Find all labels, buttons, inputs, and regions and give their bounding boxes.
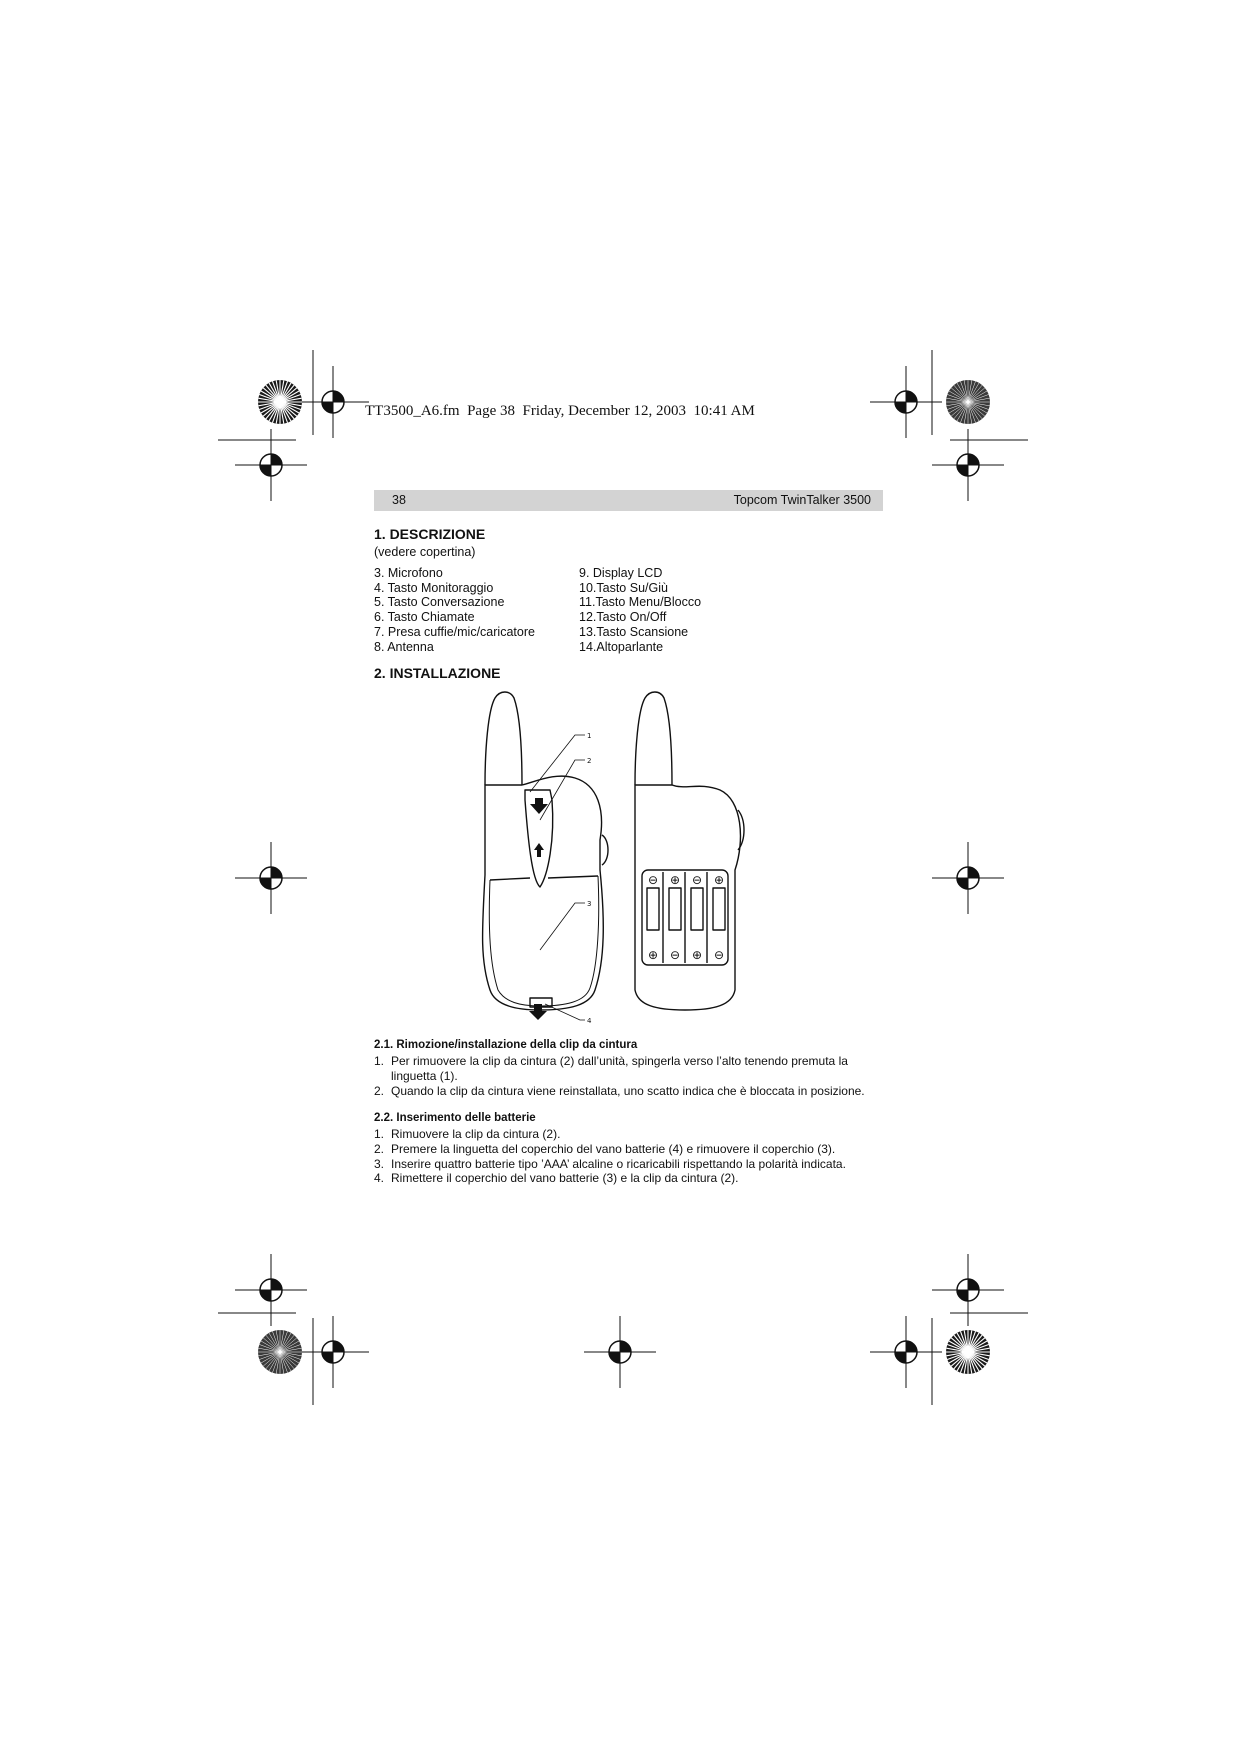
- density-target-icon: [258, 1330, 302, 1374]
- density-target-icon: [946, 1330, 990, 1374]
- battery-plus-icon: ⊕: [669, 873, 681, 887]
- list-item: 12.Tasto On/Off: [579, 610, 667, 625]
- list-item: 3. Inserire quattro batterie tipo ’AAA’ alcaline o ricaricabili rispettando la polarità indicata.: [374, 1156, 846, 1171]
- antenna-right: [635, 692, 672, 785]
- list-item: 8. Antenna: [374, 639, 434, 654]
- registration-mark-icon: [932, 842, 1004, 914]
- list-item: 13.Tasto Scansione: [579, 624, 689, 639]
- registration-mark-icon: [870, 1316, 942, 1388]
- list-item: 10.Tasto Su/Giù: [579, 580, 668, 595]
- list-item: 9. Display LCD: [579, 566, 663, 580]
- page-number: 38: [392, 493, 406, 507]
- list-item: 7. Presa cuffie/mic/caricatore: [374, 624, 535, 639]
- density-target-icon: [258, 380, 302, 424]
- registration-mark-icon: [297, 1316, 369, 1388]
- clip-steps: [374, 1054, 884, 1098]
- arrow-up-icon: [534, 843, 544, 857]
- section-title-installazione: 2. INSTALLAZIONE: [374, 665, 501, 681]
- battery-minus-icon: ⊖: [669, 948, 681, 962]
- density-target-icon: [946, 380, 990, 424]
- antenna-left: [485, 692, 522, 785]
- figure-label-1: 1: [587, 732, 592, 740]
- section-subtitle: (vedere copertina): [374, 545, 476, 559]
- list-item: 4. Rimettere il coperchio del vano batterie (3) e la clip da cintura (2).: [374, 1171, 739, 1186]
- list-item: 2. Quando la clip da cintura viene reinstallata, uno scatto indica che è bloccata in posizione.: [374, 1083, 865, 1098]
- page-header-bar: [374, 490, 883, 511]
- list-item: 1. Per rimuovere la clip da cintura (2) dall’unità, spingerla verso l’alto tenendo premuta la linguetta (1).: [374, 1054, 848, 1083]
- figure-label-3: 3: [587, 900, 592, 908]
- list-item: 5. Tasto Conversazione: [374, 595, 505, 610]
- registration-mark-icon: [932, 1254, 1004, 1326]
- list-item: 2. Premere la linguetta del coperchio del vano batterie (4) e rimuovere il coperchio (3).: [374, 1141, 836, 1156]
- file-info-line: TT3500_A6.fm Page 38 Friday, December 12, 2003 10:41 AM: [365, 403, 755, 419]
- list-item: 4. Tasto Monitoraggio: [374, 580, 494, 595]
- section-title-descrizione: 1. DESCRIZIONE: [374, 526, 486, 542]
- registration-mark-icon: [870, 366, 942, 438]
- list-item: 11.Tasto Menu/Blocco: [579, 595, 702, 610]
- battery-minus-icon: ⊖: [713, 948, 725, 962]
- registration-mark-icon: [235, 1254, 307, 1326]
- product-name: Topcom TwinTalker 3500: [733, 493, 871, 507]
- battery-steps: [374, 1127, 884, 1186]
- figure-label-2: 2: [587, 757, 592, 765]
- list-item: 3. Microfono: [374, 566, 443, 580]
- registration-mark-icon: [584, 1316, 656, 1388]
- battery-plus-icon: ⊕: [713, 873, 725, 887]
- battery-plus-icon: ⊕: [691, 948, 703, 962]
- list-item: 1. Rimuovere la clip da cintura (2).: [374, 1127, 561, 1141]
- figure-label-4: 4: [587, 1017, 592, 1025]
- battery-minus-icon: ⊖: [691, 873, 703, 887]
- subsection-title-batterie: 2.2. Inserimento delle batterie: [374, 1112, 536, 1124]
- device-illustration: [480, 690, 780, 1035]
- device-body-left: [483, 776, 604, 1010]
- battery-plus-icon: ⊕: [647, 948, 659, 962]
- battery-minus-icon: ⊖: [647, 873, 659, 887]
- parts-list-right: [579, 566, 701, 654]
- registration-mark-icon: [235, 842, 307, 914]
- list-item: 6. Tasto Chiamate: [374, 610, 475, 625]
- list-item: 14.Altoparlante: [579, 639, 664, 654]
- registration-mark-icon: [297, 366, 369, 438]
- parts-list-left: [374, 566, 535, 654]
- subsection-title-clip: 2.1. Rimozione/installazione della clip da cintura: [374, 1039, 638, 1051]
